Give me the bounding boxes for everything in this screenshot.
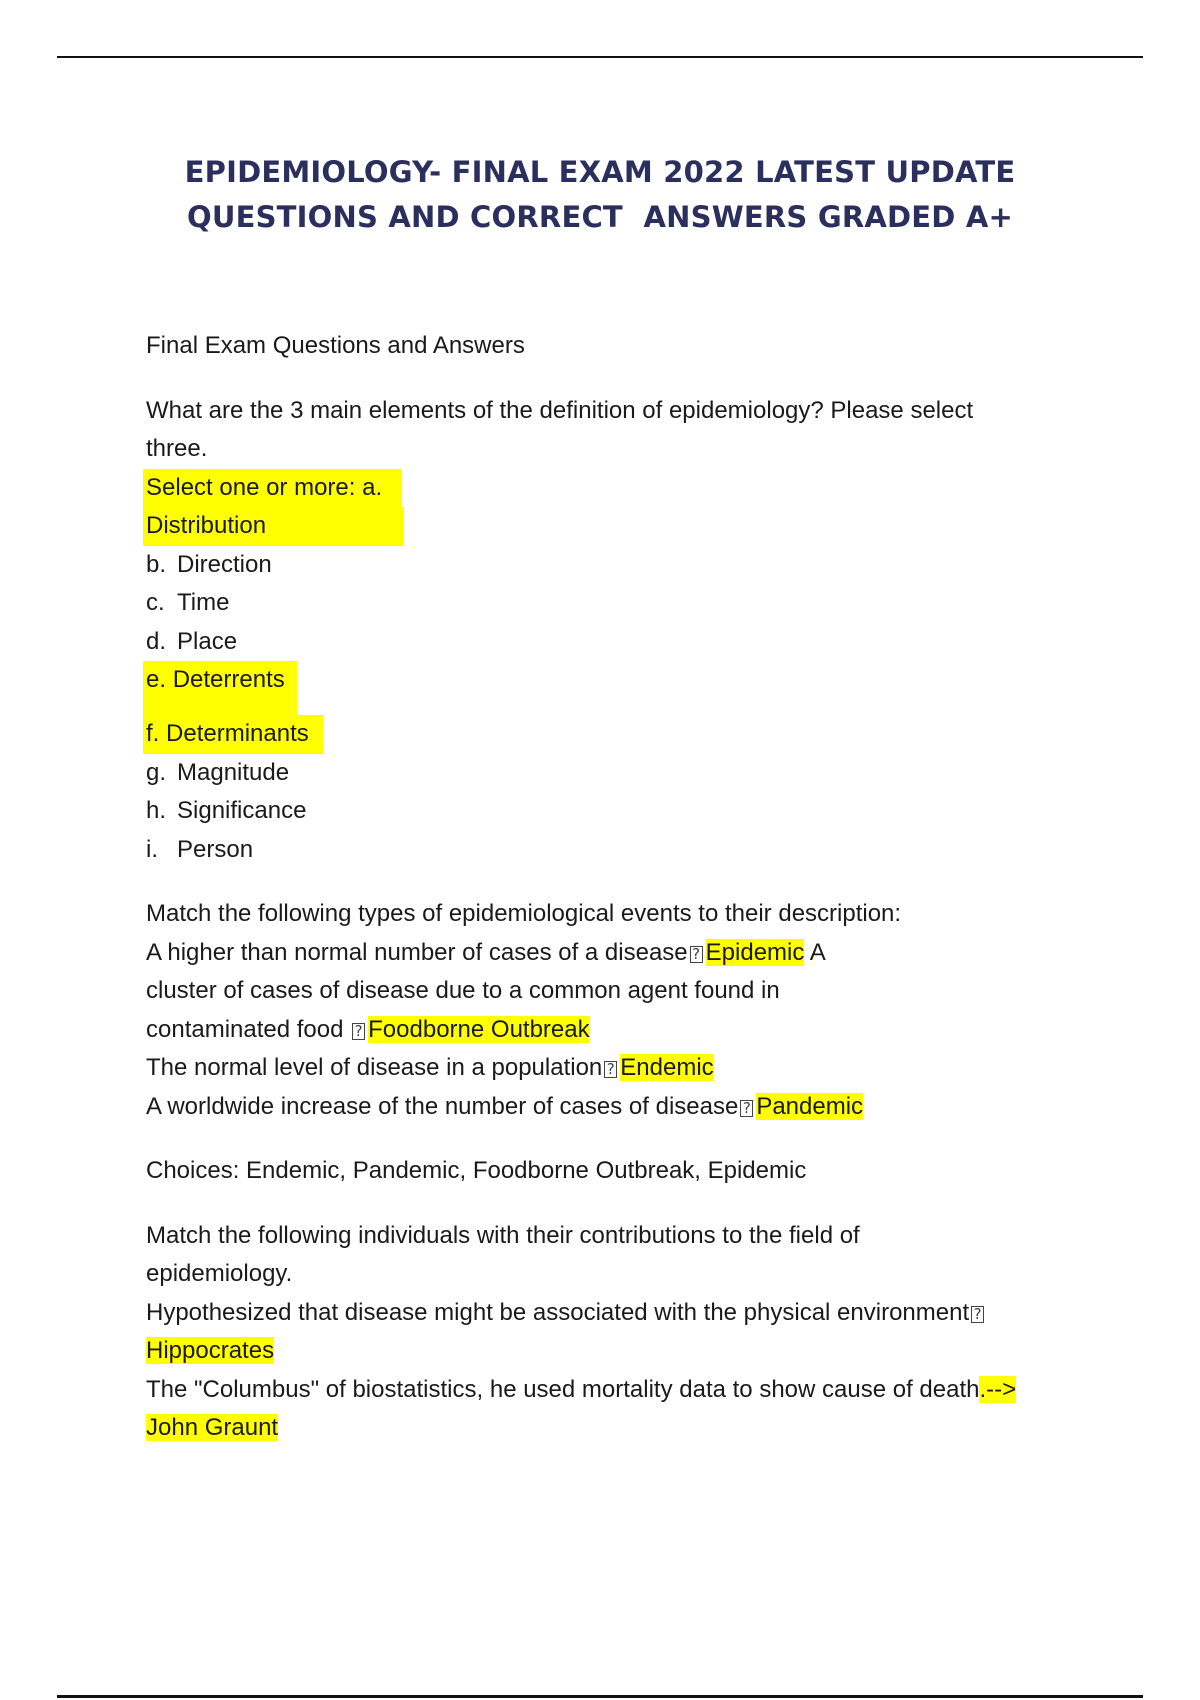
q2-choices: Choices: Endemic, Pandemic, Foodborne Outbreak, Epidemic	[146, 1157, 807, 1184]
q2-row-4: The normal level of disease in a population ? Endemic	[146, 1054, 714, 1081]
title-line-1: EPIDEMIOLOGY- FINAL EXAM 2022 LATEST UPDATE	[184, 155, 1016, 189]
q1-option-c: c. Time	[146, 589, 230, 616]
section-heading: Final Exam Questions and Answers	[146, 332, 525, 359]
q1-option-h: h. Significance	[146, 797, 307, 824]
q2-row-1: A higher than normal number of cases of a disease ? Epidemic A	[146, 938, 826, 966]
document-body	[146, 327, 1106, 1448]
q3-answer-hippocrates: Hippocrates	[146, 1337, 275, 1364]
q1-option-i: i. Person	[146, 835, 254, 863]
q1-question-line-1: What are the 3 main elements of the definition of epidemiology? Please select	[146, 396, 974, 424]
arrow-icon: ?	[690, 946, 703, 963]
q1-question-line-2: three.	[146, 435, 208, 462]
arrow-icon: ?	[604, 1061, 617, 1078]
q2-answer-foodborne: Foodborne Outbreak	[368, 1015, 590, 1043]
q3-answer-graunt: John Graunt	[146, 1414, 279, 1441]
bottom-rule	[57, 1695, 1143, 1698]
q3-question-line-2: epidemiology.	[146, 1260, 293, 1287]
q1-option-g: g. Magnitude	[146, 758, 290, 786]
top-rule	[57, 56, 1143, 58]
q3-row-2: The "Columbus" of biostatistics, he used mortality data to show cause of death.-->	[146, 1375, 1017, 1403]
q2-answer-pandemic: Pandemic	[756, 1092, 864, 1120]
q1-option-e: e. Deterrents	[143, 661, 297, 715]
q2-row-3: contaminated food ? Foodborne Outbreak	[146, 1015, 590, 1043]
document-title	[60, 150, 1140, 240]
q2-row-2: cluster of cases of disease due to a common agent found in	[146, 977, 780, 1004]
q1-option-d: d. Place	[146, 627, 238, 655]
q2-answer-endemic: Endemic	[620, 1054, 714, 1081]
q3-arrow-text: .-->	[979, 1375, 1017, 1403]
q2-question: Match the following types of epidemiological events to their description:	[146, 900, 902, 927]
q3-row-1: Hypothesized that disease might be associated with the physical environment ?	[146, 1294, 1106, 1333]
arrow-icon: ?	[740, 1100, 753, 1117]
arrow-icon: ?	[352, 1023, 365, 1040]
q1-select-prompt: Select one or more: a.	[143, 469, 402, 508]
q3-question-line-1: Match the following individuals with their contributions to the field of	[146, 1221, 860, 1249]
title-line-2: QUESTIONS AND CORRECT ANSWERS GRADED A+	[186, 200, 1013, 234]
q1-option-f: f. Determinants	[143, 715, 323, 754]
arrow-icon: ?	[971, 1306, 984, 1323]
q2-answer-epidemic: Epidemic	[705, 938, 805, 966]
q2-row-5: A worldwide increase of the number of cases of disease ? Pandemic	[146, 1092, 864, 1120]
q1-option-distribution: Distribution	[143, 507, 404, 546]
q1-option-b: b. Direction	[146, 550, 272, 578]
